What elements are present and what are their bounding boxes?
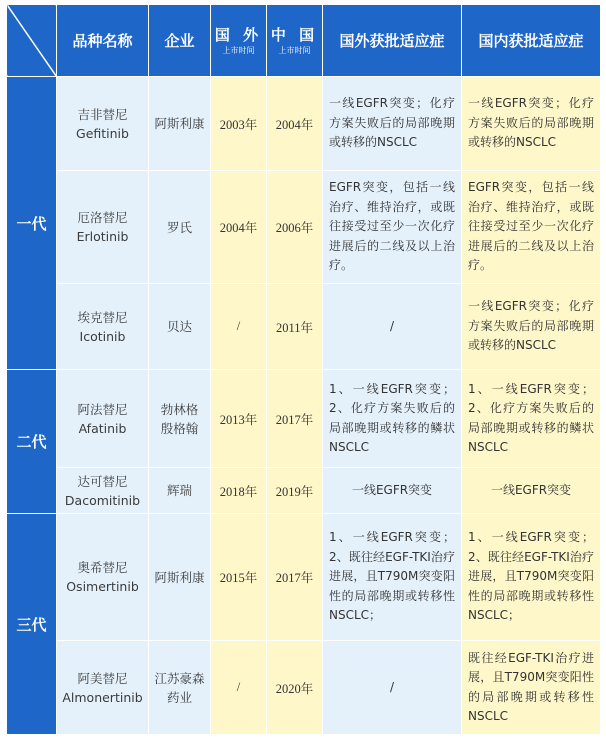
egfr-tki-table (6, 4, 601, 735)
foreign-date-cell: 2004年 (211, 171, 267, 284)
foreign-indication-cell: EGFR突变，包括一线治疗、维持治疗，或既往接受过至少一次化疗进展后的二线及以上治疗。 (323, 171, 462, 284)
header-domestic-indication: 国内获批适应症 (462, 5, 601, 77)
header-foreign-launch-sub: 上市时间 (222, 45, 255, 55)
company-cell (149, 641, 211, 735)
header-foreign-launch-main: 国 外 (214, 25, 263, 44)
domestic-indication-cell: 既往经EGF-TKI治疗进展，且T790M突变阳性的局部晚期或转移性NSCLC (462, 641, 601, 735)
drug-name-cn: 达可替尼 (77, 473, 128, 489)
foreign-date-cell: / (211, 284, 267, 370)
table-row (7, 171, 601, 284)
table-row (7, 641, 601, 735)
drug-name-en: Gefitinib (76, 125, 129, 141)
foreign-date-cell: 2003年 (211, 77, 267, 171)
company-name: 勃林格殷格翰 (160, 401, 199, 436)
company-cell: 辉瑞 (149, 468, 211, 514)
drug-name-cell (57, 77, 149, 171)
company-cell: 罗氏 (149, 171, 211, 284)
china-date-cell: 2017年 (267, 370, 323, 468)
foreign-date-cell: 2013年 (211, 370, 267, 468)
drug-name-cn: 厄洛替尼 (77, 210, 128, 225)
china-date-cell: 2011年 (267, 284, 323, 370)
china-date-cell: 2017年 (267, 514, 323, 641)
drug-name-en: Afatinib (78, 420, 127, 436)
foreign-indication-cell: 一线EGFR突变 (323, 468, 462, 514)
header-china-launch-sub: 上市时间 (278, 45, 311, 55)
table-row (7, 284, 601, 370)
china-date-cell: 2019年 (267, 468, 323, 514)
company-cell: 阿斯利康 (149, 77, 211, 171)
generation-label: 二代 (7, 370, 57, 514)
table-row (7, 77, 601, 171)
domestic-indication-cell: EGFR突变，包括一线治疗、维持治疗，或既往接受过至少一次化疗进展后的二线及以上治疗。 (462, 171, 601, 284)
drug-name-cell (57, 468, 149, 514)
china-date-cell: 2006年 (267, 171, 323, 284)
drug-name-cn: 阿法替尼 (77, 401, 128, 417)
header-name: 品种名称 (57, 5, 149, 77)
generation-label: 三代 (7, 514, 57, 735)
drug-name-en: Icotinib (79, 328, 126, 344)
drug-name-cn: 吉非替尼 (77, 106, 128, 122)
table-row (7, 370, 601, 468)
header-china-launch (267, 5, 323, 77)
foreign-date-cell: 2018年 (211, 468, 267, 514)
drug-name-en: Erlotinib (76, 229, 129, 244)
table-row (7, 468, 601, 514)
header-company: 企业 (149, 5, 211, 77)
foreign-indication-cell: 1、一线EGFR突变；2、既往经EGF-TKI治疗进展，且T790M突变阳性的局部晚期或转移性NSCLC； (323, 514, 462, 641)
domestic-indication-cell: 1、一线EGFR突变；2、既往经EGF-TKI治疗进展，且T790M突变阳性的局部晚期或转移性NSCLC； (462, 514, 601, 641)
domestic-indication-cell: 一线EGFR突变；化疗方案失败后的局部晚期或转移的NSCLC (462, 284, 601, 370)
foreign-indication-cell: 一线EGFR突变；化疗方案失败后的局部晚期或转移的NSCLC (323, 77, 462, 171)
domestic-indication-cell: 一线EGFR突变；化疗方案失败后的局部晚期或转移的NSCLC (462, 77, 601, 171)
header-foreign-launch (211, 5, 267, 77)
foreign-indication-cell: / (323, 284, 462, 370)
company-cell: 贝达 (149, 284, 211, 370)
foreign-date-cell: 2015年 (211, 514, 267, 641)
drug-name-cn: 阿美替尼 (77, 670, 128, 686)
company-name: 江苏豪森药业 (154, 670, 205, 705)
foreign-indication-cell: / (323, 641, 462, 735)
company-cell (149, 370, 211, 468)
drug-name-cell (57, 641, 149, 735)
drug-name-cell (57, 171, 149, 284)
drug-name-cn: 埃克替尼 (77, 309, 128, 325)
header-china-launch-main: 中 国 (270, 25, 319, 44)
header-foreign-indication: 国外获批适应症 (323, 5, 462, 77)
company-cell: 阿斯利康 (149, 514, 211, 641)
foreign-date-cell: / (211, 641, 267, 735)
china-date-cell: 2004年 (267, 77, 323, 171)
drug-name-cn: 奥希替尼 (77, 560, 128, 575)
drug-name-cell (57, 284, 149, 370)
generation-label: 一代 (7, 77, 57, 370)
table-row (7, 514, 601, 641)
foreign-indication-cell: 1、一线EGFR突变；2、化疗方案失败后的局部晚期或转移的鳞状NSCLC (323, 370, 462, 468)
header-corner-cell (7, 5, 57, 77)
drug-name-cell (57, 514, 149, 641)
domestic-indication-cell: 1、一线EGFR突变；2、化疗方案失败后的局部晚期或转移的鳞状NSCLC (462, 370, 601, 468)
china-date-cell: 2020年 (267, 641, 323, 735)
domestic-indication-cell: 一线EGFR突变 (462, 468, 601, 514)
drug-name-en: Osimertinib (66, 579, 139, 594)
drug-name-en: Almonertinib (62, 689, 143, 705)
drug-name-en: Dacomitinib (64, 492, 141, 508)
drug-comparison-table-container (6, 4, 600, 734)
drug-name-cell (57, 370, 149, 468)
header-row (7, 5, 601, 77)
